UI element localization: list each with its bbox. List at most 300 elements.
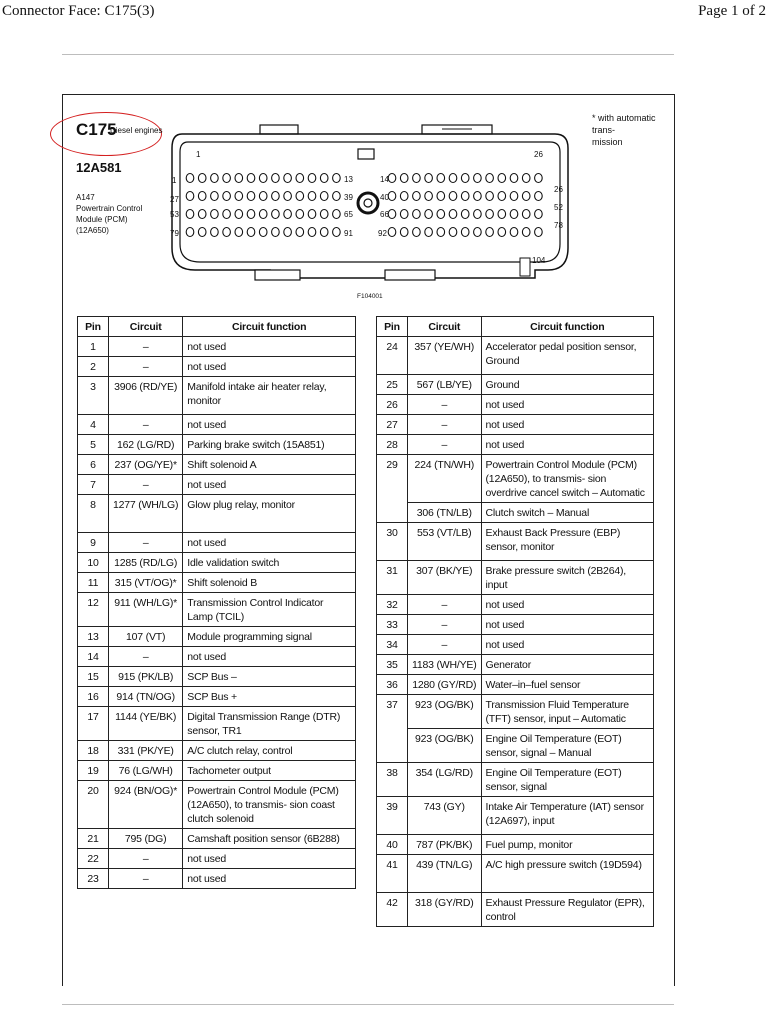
circuit-code: 357 (YE/WH) xyxy=(408,337,482,375)
circuit-code: 1285 (RD/LG) xyxy=(109,553,183,573)
pin-hole xyxy=(272,210,280,219)
pin-hole xyxy=(284,210,292,219)
pin-hole xyxy=(284,192,292,201)
circuit-code: 795 (DG) xyxy=(109,829,183,849)
pin-number: 38 xyxy=(377,763,408,797)
pin-label: 91 xyxy=(344,229,353,238)
circuit-code: 76 (LG/WH) xyxy=(109,761,183,781)
pin-number: 10 xyxy=(78,553,109,573)
circuit-function: Transmission Control Indicator Lamp (TCIL) xyxy=(183,593,356,627)
pin-hole xyxy=(296,228,304,237)
pin-hole xyxy=(388,192,396,201)
pin-hole xyxy=(474,210,482,219)
pin-number: 40 xyxy=(377,835,408,855)
table-row xyxy=(78,829,356,849)
column-header-pin: Pin xyxy=(377,317,408,337)
circuit-code: 914 (TN/OG) xyxy=(109,687,183,707)
pin-hole xyxy=(400,174,408,183)
description-line: (12A650) xyxy=(76,226,109,235)
circuit-code: – xyxy=(109,415,183,435)
table-row xyxy=(377,835,654,855)
pin-hole xyxy=(535,174,543,183)
pin-hole xyxy=(272,228,280,237)
circuit-function: not used xyxy=(183,337,356,357)
column-header-circuit: Circuit xyxy=(109,317,183,337)
pin-label: 40 xyxy=(380,193,389,202)
table-row xyxy=(377,635,654,655)
pin-hole xyxy=(461,174,469,183)
circuit-function: Generator xyxy=(481,655,653,675)
circuit-code: 224 (TN/WH) xyxy=(408,455,482,503)
pin-number: 35 xyxy=(377,655,408,675)
pin-hole xyxy=(198,192,206,201)
pin-hole xyxy=(498,174,506,183)
circuit-function: not used xyxy=(183,475,356,495)
pin-number: 13 xyxy=(78,627,109,647)
pin-hole xyxy=(198,210,206,219)
pin-hole xyxy=(400,210,408,219)
circuit-code: 923 (OG/BK) xyxy=(408,729,482,763)
circuit-code: 915 (PK/LB) xyxy=(109,667,183,687)
pin-hole xyxy=(413,210,421,219)
pin-hole xyxy=(510,210,518,219)
pin-hole xyxy=(308,174,316,183)
table-row xyxy=(78,495,356,533)
pin-number: 18 xyxy=(78,741,109,761)
table-row xyxy=(377,695,654,729)
pin-hole xyxy=(247,192,255,201)
pin-hole xyxy=(259,210,267,219)
pin-hole xyxy=(449,210,457,219)
circuit-code: 1277 (WH/LG) xyxy=(109,495,183,533)
circuit-function: not used xyxy=(183,869,356,889)
pin-hole xyxy=(522,210,530,219)
column-header-pin: Pin xyxy=(78,317,109,337)
pin-number: 28 xyxy=(377,435,408,455)
pin-hole xyxy=(284,174,292,183)
pin-label: 39 xyxy=(344,193,353,202)
pin-number: 5 xyxy=(78,435,109,455)
circuit-function: A/C high pressure switch (19D594) xyxy=(481,855,653,893)
pin-hole xyxy=(284,228,292,237)
pin-label: 53 xyxy=(170,210,179,219)
pin-number: 11 xyxy=(78,573,109,593)
circuit-function: not used xyxy=(183,849,356,869)
circuit-code: 1144 (YE/BK) xyxy=(109,707,183,741)
circuit-code: 553 (VT/LB) xyxy=(408,523,482,561)
circuit-code: 924 (BN/OG)* xyxy=(109,781,183,829)
pin-number: 16 xyxy=(78,687,109,707)
table-row xyxy=(78,533,356,553)
circuit-function: Shift solenoid B xyxy=(183,573,356,593)
engine-note: Diesel engines xyxy=(110,126,163,135)
circuit-code: 354 (LG/RD) xyxy=(408,763,482,797)
circuit-code: 331 (PK/YE) xyxy=(109,741,183,761)
pin-hole xyxy=(522,228,530,237)
circuit-code: 923 (OG/BK) xyxy=(408,695,482,729)
pin-hole xyxy=(425,174,433,183)
circuit-function: Brake pressure switch (2B264), input xyxy=(481,561,653,595)
pin-hole xyxy=(486,192,494,201)
circuit-code: 315 (VT/OG)* xyxy=(109,573,183,593)
circuit-function: Powertrain Control Module (PCM) (12A650), to transmis- sion coast clutch solenoid xyxy=(183,781,356,829)
circuit-function: Clutch switch – Manual xyxy=(481,503,653,523)
top-divider xyxy=(62,54,674,55)
circuit-function: Powertrain Control Module (PCM) (12A650), to transmis- sion overdrive cancel switch – Automatic xyxy=(481,455,653,503)
table-row xyxy=(377,729,654,763)
pin-hole xyxy=(320,192,328,201)
pin-number: 24 xyxy=(377,337,408,375)
table-row xyxy=(78,627,356,647)
column-header-function: Circuit function xyxy=(183,317,356,337)
page-header-title: Connector Face: C175(3) xyxy=(2,3,155,19)
pin-hole xyxy=(474,228,482,237)
pin-number: 2 xyxy=(78,357,109,377)
pin-label: 66 xyxy=(380,210,389,219)
circuit-code: – xyxy=(109,357,183,377)
pin-hole xyxy=(522,174,530,183)
pin-hole xyxy=(449,228,457,237)
circuit-code: – xyxy=(408,635,482,655)
circuit-code: – xyxy=(109,475,183,495)
table-row xyxy=(377,337,654,375)
pin-hole xyxy=(211,210,219,219)
pin-hole xyxy=(425,192,433,201)
circuit-code: 787 (PK/BK) xyxy=(408,835,482,855)
pin-hole xyxy=(413,192,421,201)
pin-hole xyxy=(296,174,304,183)
pin-label: 92 xyxy=(378,229,387,238)
circuit-code: – xyxy=(109,533,183,553)
pin-hole xyxy=(535,228,543,237)
table-row xyxy=(377,595,654,615)
pin-number: 29 xyxy=(377,455,408,523)
circuit-code: 307 (BK/YE) xyxy=(408,561,482,595)
pin-number: 20 xyxy=(78,781,109,829)
table-row xyxy=(377,655,654,675)
table-row xyxy=(377,415,654,435)
circuit-function: not used xyxy=(183,415,356,435)
pin-hole xyxy=(437,174,445,183)
circuit-code: – xyxy=(408,415,482,435)
table-row xyxy=(78,337,356,357)
pin-number: 23 xyxy=(78,869,109,889)
table-row xyxy=(78,475,356,495)
pin-hole xyxy=(211,192,219,201)
pin-number: 27 xyxy=(377,415,408,435)
pin-hole xyxy=(259,228,267,237)
pin-number: 15 xyxy=(78,667,109,687)
pin-hole xyxy=(198,174,206,183)
pin-hole xyxy=(235,174,243,183)
circuit-function: not used xyxy=(481,415,653,435)
pin-number: 21 xyxy=(78,829,109,849)
pin-number: 41 xyxy=(377,855,408,893)
table-row xyxy=(78,869,356,889)
pin-hole xyxy=(247,228,255,237)
circuit-code: 237 (OG/YE)* xyxy=(109,455,183,475)
pin-number: 25 xyxy=(377,375,408,395)
pin-label: 27 xyxy=(170,195,179,204)
pin-hole xyxy=(235,210,243,219)
table-row xyxy=(377,435,654,455)
pin-number: 1 xyxy=(78,337,109,357)
pin-hole xyxy=(413,228,421,237)
pin-hole xyxy=(308,210,316,219)
pin-hole xyxy=(522,192,530,201)
circuit-function: Exhaust Pressure Regulator (EPR), control xyxy=(481,893,653,927)
pin-number: 26 xyxy=(377,395,408,415)
pin-hole xyxy=(498,228,506,237)
pin-number: 4 xyxy=(78,415,109,435)
table-row xyxy=(377,523,654,561)
circuit-code: 107 (VT) xyxy=(109,627,183,647)
pin-hole xyxy=(259,192,267,201)
pin-hole xyxy=(461,228,469,237)
pin-hole xyxy=(223,174,231,183)
table-row xyxy=(377,763,654,797)
circuit-function: Glow plug relay, monitor xyxy=(183,495,356,533)
description-line: Powertrain Control xyxy=(76,204,143,213)
pin-label: 14 xyxy=(380,175,389,184)
circuit-code: – xyxy=(408,395,482,415)
circuit-function: not used xyxy=(481,615,653,635)
pin-hole xyxy=(510,228,518,237)
pin-number: 39 xyxy=(377,797,408,835)
circuit-function: not used xyxy=(183,647,356,667)
pin-hole xyxy=(388,210,396,219)
description-line: A147 xyxy=(76,193,95,202)
pin-number: 42 xyxy=(377,893,408,927)
table-row xyxy=(78,455,356,475)
pin-hole xyxy=(510,192,518,201)
pin-hole xyxy=(388,174,396,183)
circuit-function: Tachometer output xyxy=(183,761,356,781)
pin-hole xyxy=(211,228,219,237)
circuit-function: Intake Air Temperature (IAT) sensor (12A697), input xyxy=(481,797,653,835)
circuit-code: – xyxy=(109,647,183,667)
pin-hole xyxy=(486,174,494,183)
pin-hole xyxy=(198,228,206,237)
pin-number: 3 xyxy=(78,377,109,415)
table-row xyxy=(377,855,654,893)
pin-label: 104 xyxy=(532,256,546,265)
circuit-code: 1280 (GY/RD) xyxy=(408,675,482,695)
pin-number: 34 xyxy=(377,635,408,655)
pin-hole xyxy=(186,174,194,183)
circuit-code: – xyxy=(408,435,482,455)
circuit-function: Water–in–fuel sensor xyxy=(481,675,653,695)
figure-code: F104001 xyxy=(357,293,383,300)
circuit-code: – xyxy=(109,337,183,357)
pin-hole xyxy=(247,174,255,183)
pin-hole xyxy=(333,174,341,183)
pin-number: 12 xyxy=(78,593,109,627)
circuit-code: 439 (TN/LG) xyxy=(408,855,482,893)
pin-hole xyxy=(320,174,328,183)
circuit-function: Module programming signal xyxy=(183,627,356,647)
circuit-function: A/C clutch relay, control xyxy=(183,741,356,761)
table-row xyxy=(78,415,356,435)
circuit-function: Idle validation switch xyxy=(183,553,356,573)
circuit-code: 1183 (WH/YE) xyxy=(408,655,482,675)
pin-hole xyxy=(320,210,328,219)
pin-number: 31 xyxy=(377,561,408,595)
pin-hole xyxy=(223,192,231,201)
pin-hole xyxy=(437,192,445,201)
pin-hole xyxy=(211,174,219,183)
pin-number: 6 xyxy=(78,455,109,475)
pin-number: 36 xyxy=(377,675,408,695)
circuit-code: 911 (WH/LG)* xyxy=(109,593,183,627)
table-row xyxy=(377,503,654,523)
circuit-code: – xyxy=(109,849,183,869)
table-row xyxy=(377,797,654,835)
table-row xyxy=(78,647,356,667)
pin-label: 79 xyxy=(170,229,179,238)
circuit-code: – xyxy=(109,869,183,889)
circuit-function: Ground xyxy=(481,375,653,395)
circuit-function: Accelerator pedal position sensor, Ground xyxy=(481,337,653,375)
pin-hole xyxy=(186,210,194,219)
pin-hole xyxy=(223,210,231,219)
pin-hole xyxy=(498,210,506,219)
table-row xyxy=(78,667,356,687)
pin-number: 7 xyxy=(78,475,109,495)
circuit-function: not used xyxy=(481,435,653,455)
pin-hole xyxy=(186,192,194,201)
pin-hole xyxy=(498,192,506,201)
page-number: Page 1 of 2 xyxy=(698,3,766,19)
pin-hole xyxy=(308,228,316,237)
pin-number: 19 xyxy=(78,761,109,781)
part-number: 12A581 xyxy=(76,160,122,175)
table-row xyxy=(78,377,356,415)
circuit-function: Engine Oil Temperature (EOT) sensor, signal xyxy=(481,763,653,797)
pin-hole xyxy=(272,174,280,183)
pin-number: 33 xyxy=(377,615,408,635)
circuit-function: SCP Bus – xyxy=(183,667,356,687)
pin-hole xyxy=(308,192,316,201)
pin-hole xyxy=(486,228,494,237)
pin-label: 78 xyxy=(554,221,563,230)
circuit-function: SCP Bus + xyxy=(183,687,356,707)
pin-hole xyxy=(400,192,408,201)
circuit-function: not used xyxy=(183,533,356,553)
pin-hole xyxy=(186,228,194,237)
pin-hole xyxy=(333,210,341,219)
column-header-function: Circuit function xyxy=(481,317,653,337)
pin-hole xyxy=(400,228,408,237)
column-header-circuit: Circuit xyxy=(408,317,482,337)
circuit-code: 3906 (RD/YE) xyxy=(109,377,183,415)
pin-number: 9 xyxy=(78,533,109,553)
pin-hole xyxy=(235,192,243,201)
table-row xyxy=(78,573,356,593)
circuit-code: 743 (GY) xyxy=(408,797,482,835)
table-row xyxy=(377,615,654,635)
table-row xyxy=(78,687,356,707)
pin-label: 65 xyxy=(344,210,353,219)
table-row xyxy=(78,707,356,741)
pin-number: 17 xyxy=(78,707,109,741)
pin-hole xyxy=(474,174,482,183)
pin-number: 32 xyxy=(377,595,408,615)
pin-label: 52 xyxy=(554,203,563,212)
circuit-code: 162 (LG/RD) xyxy=(109,435,183,455)
module-description xyxy=(76,192,166,236)
pin-hole xyxy=(259,174,267,183)
table-row xyxy=(377,375,654,395)
circuit-function: Digital Transmission Range (DTR) sensor, TR1 xyxy=(183,707,356,741)
pin-label: 26 xyxy=(534,150,543,159)
circuit-function: Shift solenoid A xyxy=(183,455,356,475)
pin-hole xyxy=(437,228,445,237)
table-row xyxy=(78,849,356,869)
pin-number: 30 xyxy=(377,523,408,561)
circuit-function: Fuel pump, monitor xyxy=(481,835,653,855)
pin-number: 37 xyxy=(377,695,408,763)
pin-hole xyxy=(449,174,457,183)
circuit-function: Exhaust Back Pressure (EBP) sensor, monitor xyxy=(481,523,653,561)
pin-label: 1 xyxy=(172,176,177,185)
circuit-code: 306 (TN/LB) xyxy=(408,503,482,523)
table-row xyxy=(377,893,654,927)
pin-hole xyxy=(535,210,543,219)
table-row xyxy=(78,593,356,627)
pin-hole xyxy=(461,192,469,201)
table-row xyxy=(78,435,356,455)
pinout-table-left xyxy=(77,316,356,889)
footnote: * with automatic trans- mission xyxy=(592,113,656,147)
pin-label: 13 xyxy=(344,175,353,184)
pinout-table-right xyxy=(376,316,654,927)
pin-hole xyxy=(320,228,328,237)
circuit-code: – xyxy=(408,595,482,615)
pin-hole xyxy=(474,192,482,201)
pin-hole xyxy=(223,228,231,237)
pin-number: 8 xyxy=(78,495,109,533)
circuit-function: not used xyxy=(481,395,653,415)
connector-face-diagram xyxy=(160,120,580,292)
circuit-function: not used xyxy=(183,357,356,377)
pin-hole xyxy=(235,228,243,237)
circuit-function: Camshaft position sensor (6B288) xyxy=(183,829,356,849)
pin-hole xyxy=(413,174,421,183)
circuit-function: Manifold intake air heater relay, monitor xyxy=(183,377,356,415)
pin-hole xyxy=(449,192,457,201)
circuit-code: 567 (LB/YE) xyxy=(408,375,482,395)
pin-hole xyxy=(510,174,518,183)
pin-label: 26 xyxy=(554,185,563,194)
pin-hole xyxy=(535,192,543,201)
pin-hole xyxy=(437,210,445,219)
table-row xyxy=(78,357,356,377)
pin-hole xyxy=(461,210,469,219)
table-row xyxy=(78,761,356,781)
pin-hole xyxy=(486,210,494,219)
pin-hole xyxy=(296,210,304,219)
table-row xyxy=(78,781,356,829)
pin-hole xyxy=(425,228,433,237)
circuit-function: not used xyxy=(481,595,653,615)
table-row xyxy=(377,395,654,415)
circuit-function: not used xyxy=(481,635,653,655)
pin-hole xyxy=(247,210,255,219)
pin-hole xyxy=(388,228,396,237)
description-line: Module (PCM) xyxy=(76,215,128,224)
pin-label: 1 xyxy=(196,150,201,159)
